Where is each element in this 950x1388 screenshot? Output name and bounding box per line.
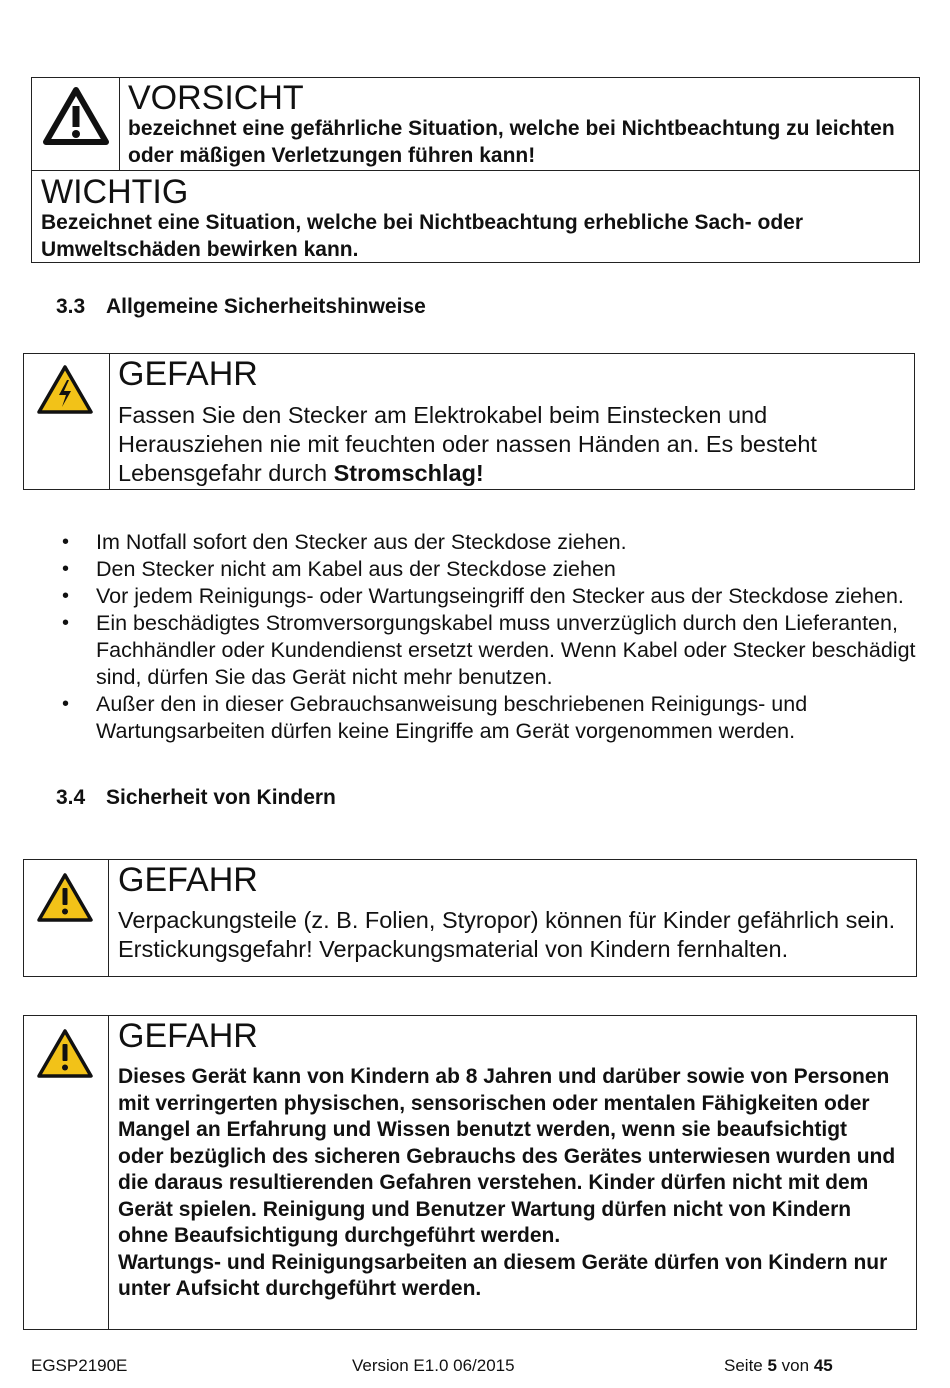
page-prefix: Seite [724, 1356, 768, 1375]
footer-model: EGSP2190E [31, 1356, 128, 1375]
section-title: Allgemeine Sicherheitshinweise [106, 295, 426, 318]
verpackung-icon-cell [24, 860, 109, 976]
strom-icon-cell [24, 354, 110, 489]
page-current: 5 [767, 1356, 777, 1375]
gefahr-title: GEFAHR [118, 861, 258, 899]
exclamation-warning-icon [36, 872, 94, 924]
gefahr-verpackung-text: Verpackungsteile (z. B. Folien, Styropor) können für Kinder gefährlich sein. Erstickungsgefahr! Verpackungsmaterial von Kindern fernhalten. [118, 907, 896, 962]
section-number: 3.4 [56, 786, 86, 809]
gefahr-kinder-box [23, 1015, 917, 1330]
list-item: • Im Notfall sofort den Stecker aus der Steckdose ziehen. [62, 529, 922, 556]
list-item: • Außer den in dieser Gebrauchsanweisung beschriebenen Reinigungs- und Wartungsarbeiten dürfen keine Eingriffe am Gerät vorgenommen werden. [62, 691, 922, 745]
section-number: 3.3 [56, 295, 86, 318]
gefahr-verpackung-box [23, 859, 917, 977]
gefahr-title: GEFAHR [118, 355, 258, 393]
kinder-icon-cell [24, 1016, 109, 1329]
gefahr-strom-box [23, 353, 915, 490]
gefahr-strom-text-plain: Fassen Sie den Stecker am Elektrokabel beim Einstecken und Herausziehen nie mit feuchten oder nassen Händen an. Es besteht Lebensgefahr durch [118, 402, 817, 486]
gefahr-strom-content [118, 356, 874, 488]
section-heading-3-3 [56, 295, 426, 319]
divider [32, 170, 919, 171]
footer-version: Version E1.0 06/2015 [352, 1356, 515, 1375]
list-item: • Den Stecker nicht am Kabel aus der Steckdose ziehen [62, 556, 922, 583]
wichtig-section [41, 174, 911, 263]
stromschlag-emphasis: Stromschlag! [333, 460, 484, 486]
gefahr-kinder-text-2: Wartungs- und Reinigungsarbeiten an diesem Geräte dürfen von Kindern nur unter Aufsicht durchgeführt werden. [118, 1250, 888, 1300]
page-total: 45 [813, 1356, 833, 1375]
section-title: Sicherheit von Kindern [106, 786, 336, 809]
section-heading-3-4 [56, 786, 336, 810]
exclamation-warning-icon [36, 1028, 94, 1080]
list-item: • Vor jedem Reinigungs- oder Wartungseingriff den Stecker aus der Steckdose ziehen. [62, 583, 922, 610]
vorsicht-wichtig-box [31, 77, 920, 263]
safety-bullet-list [62, 529, 922, 745]
vorsicht-text: bezeichnet eine gefährliche Situation, welche bei Nichtbeachtung zu leichten oder mäßigen Verletzungen führen kann! [128, 117, 895, 167]
list-item: • Ein beschädigtes Stromversorgungskabel muss unverzüglich durch den Lieferanten, Fachhändler oder Kundendienst ersetzt werden. Wenn Kabel oder Stecker beschädigt sind, dürfen Sie das Gerät nicht mehr benutzen. [62, 610, 922, 691]
gefahr-verpackung-content [118, 862, 904, 964]
gefahr-kinder-content [118, 1018, 896, 1303]
electric-hazard-icon [36, 364, 94, 416]
gefahr-title: GEFAHR [118, 1017, 258, 1055]
gefahr-kinder-text: Dieses Gerät kann von Kindern ab 8 Jahren und darüber sowie von Personen mit verringerten physischen, sensorischen oder mentalen Fähigkeiten oder Mangel an Erfahrung und Wissen benutzt werden, wenn sie beaufsichtigt oder bezüglich des sicheren Gebrauchs des Gerätes unterwiesen wurden und die daraus resultierenden Gefahren verstehen. Kinder dürfen nicht mit dem Gerät spielen. Reinigung und Benutzer Wartung dürfen nicht von Kindern ohne Beaufsichtigung durchgeführt werden. [118, 1065, 896, 1247]
vorsicht-icon-cell [32, 78, 120, 171]
footer-page [724, 1356, 833, 1376]
page-middle: von [776, 1356, 814, 1375]
wichtig-title: WICHTIG [41, 173, 189, 211]
warning-triangle-icon [42, 86, 110, 146]
vorsicht-title: VORSICHT [128, 79, 304, 117]
wichtig-text: Bezeichnet eine Situation, welche bei Nichtbeachtung erhebliche Sach- oder Umweltschäden bewirken kann. [41, 211, 803, 261]
gefahr-strom-text [118, 401, 874, 488]
vorsicht-section [128, 80, 911, 169]
